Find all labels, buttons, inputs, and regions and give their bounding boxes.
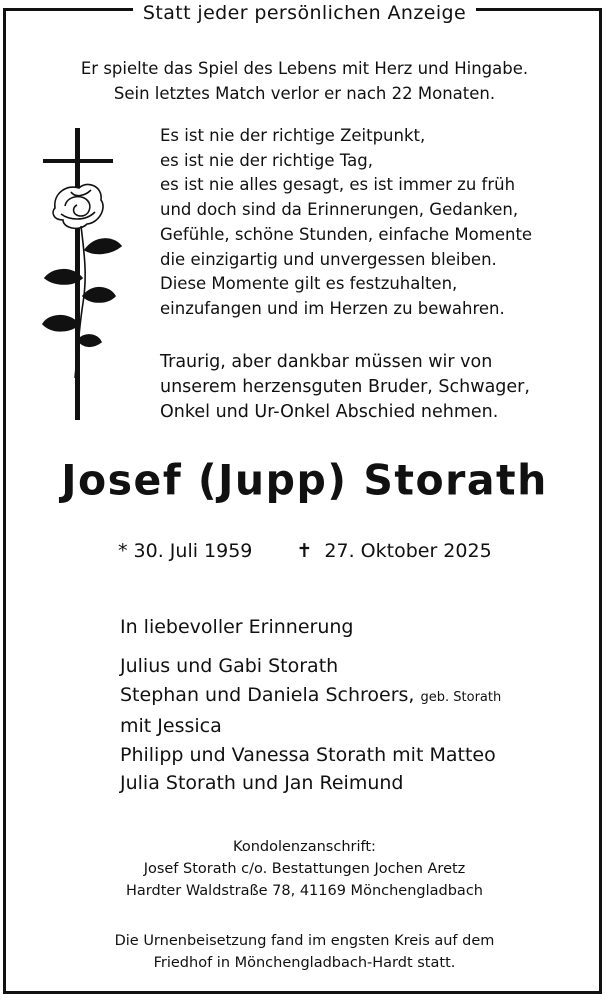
poem-line: Es ist nie der richtige Zeitpunkt, — [160, 126, 426, 145]
mourner-line — [120, 741, 501, 770]
condolence-line: Josef Storath c/o. Bestattungen Jochen Aretz — [143, 861, 466, 877]
condolence-title: Kondolenzanschrift: — [233, 839, 376, 855]
mourner-list — [120, 652, 501, 798]
intro-text — [0, 56, 609, 106]
mourner-line — [120, 712, 501, 741]
header-title: Statt jeder persönlichen Anzeige — [133, 0, 476, 26]
condolence-line: Hardter Waldstraße 78, 41169 Mönchengladbach — [126, 883, 483, 899]
cross-with-rose-icon — [35, 128, 125, 420]
farewell-line: unserem herzensguten Bruder, Schwager, — [160, 377, 530, 397]
death-cross-icon: ✝ — [296, 540, 313, 562]
funeral-line: Friedhof in Mönchengladbach-Hardt statt. — [153, 955, 456, 971]
maiden-name-note: geb. Storath — [420, 689, 502, 705]
death-date: 27. Oktober 2025 — [324, 540, 492, 562]
intro-line: Sein letztes Match verlor er nach 22 Monaten. — [113, 84, 496, 103]
mourner-name: mit Jessica — [120, 715, 222, 737]
farewell-line: Onkel und Ur-Onkel Abschied nehmen. — [160, 402, 499, 422]
poem-line: Diese Momente gilt es festzuhalten, — [160, 274, 458, 294]
intro-line: Er spielte das Spiel des Lebens mit Herz und Hingabe. — [80, 59, 529, 78]
poem-line: einzufangen und im Herzen zu bewahren. — [160, 298, 505, 318]
poem-line: und doch sind da Erinnerungen, Gedanken, — [160, 200, 519, 220]
mourner-line — [120, 652, 501, 681]
poem-line: die einzigartig und unvergessen bleiben. — [160, 249, 497, 269]
memory-heading: In liebevoller Erinnerung — [120, 616, 354, 638]
poem-line: es ist nie alles gesagt, es ist immer zu früh — [160, 175, 516, 195]
mourner-name: Julia Storath und Jan Reimund — [120, 772, 404, 794]
mourner-line — [120, 769, 501, 798]
deceased-name: Josef (Jupp) Storath — [61, 455, 548, 505]
poem — [160, 124, 532, 322]
poem-line: es ist nie der richtige Tag, — [160, 150, 373, 170]
mourner-line — [120, 681, 501, 713]
notice-header — [0, 0, 609, 26]
funeral-note — [0, 930, 609, 974]
mourner-name: Stephan und Daniela Schroers, — [120, 683, 415, 706]
farewell-line: Traurig, aber dankbar müssen wir von — [160, 352, 493, 372]
poem-line: Gefühle, schöne Stunden, einfache Momente — [160, 224, 533, 244]
farewell-text — [160, 350, 530, 425]
mourner-name: Philipp und Vanessa Storath mit Matteo — [120, 743, 496, 766]
mourner-name: Julius und Gabi Storath — [120, 655, 339, 677]
life-dates — [118, 536, 492, 566]
funeral-line: Die Urnenbeisetzung fand im engsten Kreis auf dem — [114, 933, 495, 949]
birth-date: * 30. Juli 1959 — [118, 540, 253, 562]
condolence-address — [0, 836, 609, 902]
